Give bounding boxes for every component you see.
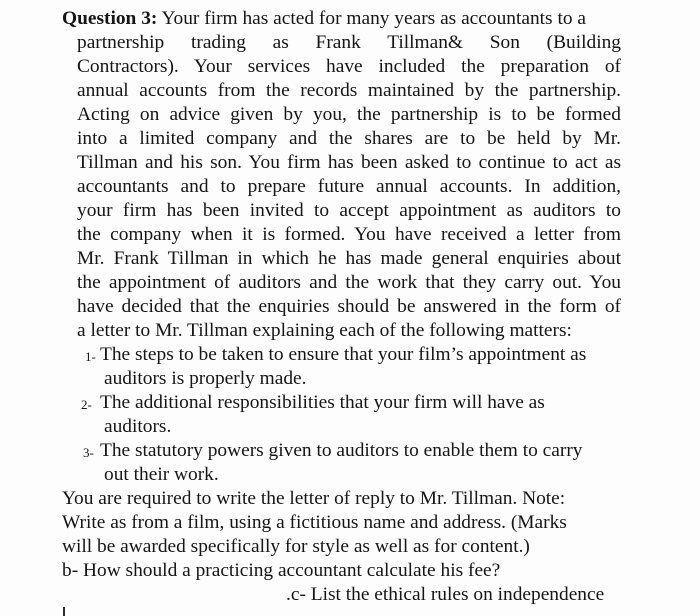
question-text-line: have decided that the enquiries should be answered in the form of [77,296,621,317]
list-item-text: auditors. [104,416,172,437]
instruction-line: Write as from a film, using a fictitious name and address. (Marks [62,512,567,533]
question-text-line: Tillman and his son. You firm has been asked to continue to act as [77,152,621,173]
list-item-text: The additional responsibilities that your firm will have as [100,392,545,413]
question-text-line: partnership trading as Frank Tillman& Son (Building [77,32,621,53]
question-text-line: into a limited company and the shares are to be held by Mr. [77,128,621,149]
question-text-line: Acting on advice given by you, the partnership is to be formed [77,104,621,125]
list-item-text: out their work. [104,464,219,485]
instruction-line: You are required to write the letter of reply to Mr. Tillman. Note: [62,488,566,509]
question-text-line: a letter to Mr. Tillman explaining each of the following matters: [77,320,572,341]
list-item-text: auditors is properly made. [104,368,307,389]
question-text-line: Mr. Frank Tillman in which he has made general enquiries about [77,248,621,269]
question-text-line: annual accounts from the records maintained by the partnership. [77,80,621,101]
question-text-line: the company when it is formed. You have received a letter from [77,224,621,245]
list-item-text: The steps to be taken to ensure that your film’s appointment as [100,344,587,365]
question-first-line [62,7,621,31]
list-item-number: 3- [83,445,94,460]
part-b-question: b- How should a practicing accountant calculate his fee? [62,560,501,581]
list-item-number: 2- [81,397,92,412]
part-c-question: .c- List the ethical rules on independence [286,584,605,605]
instruction-line: will be awarded specifically for style as well as for content.) [62,536,530,557]
cropped-text-fragment [63,607,65,616]
question-text-line: your firm has been invited to accept appointment as auditors to [77,200,621,221]
question-text-line: the appointment of auditors and the work that they carry out. You [77,272,621,293]
question-text-line: Contractors). Your services have included the preparation of [77,56,621,77]
question-text-line: accountants and to prepare future annual accounts. In addition, [77,176,621,197]
question-text-line: Your firm has acted for many years as accountants to a [161,8,586,29]
list-item-number: 1- [85,349,96,364]
list-item-text: The statutory powers given to auditors to enable them to carry [100,440,583,461]
question-heading: Question 3: [62,8,158,29]
